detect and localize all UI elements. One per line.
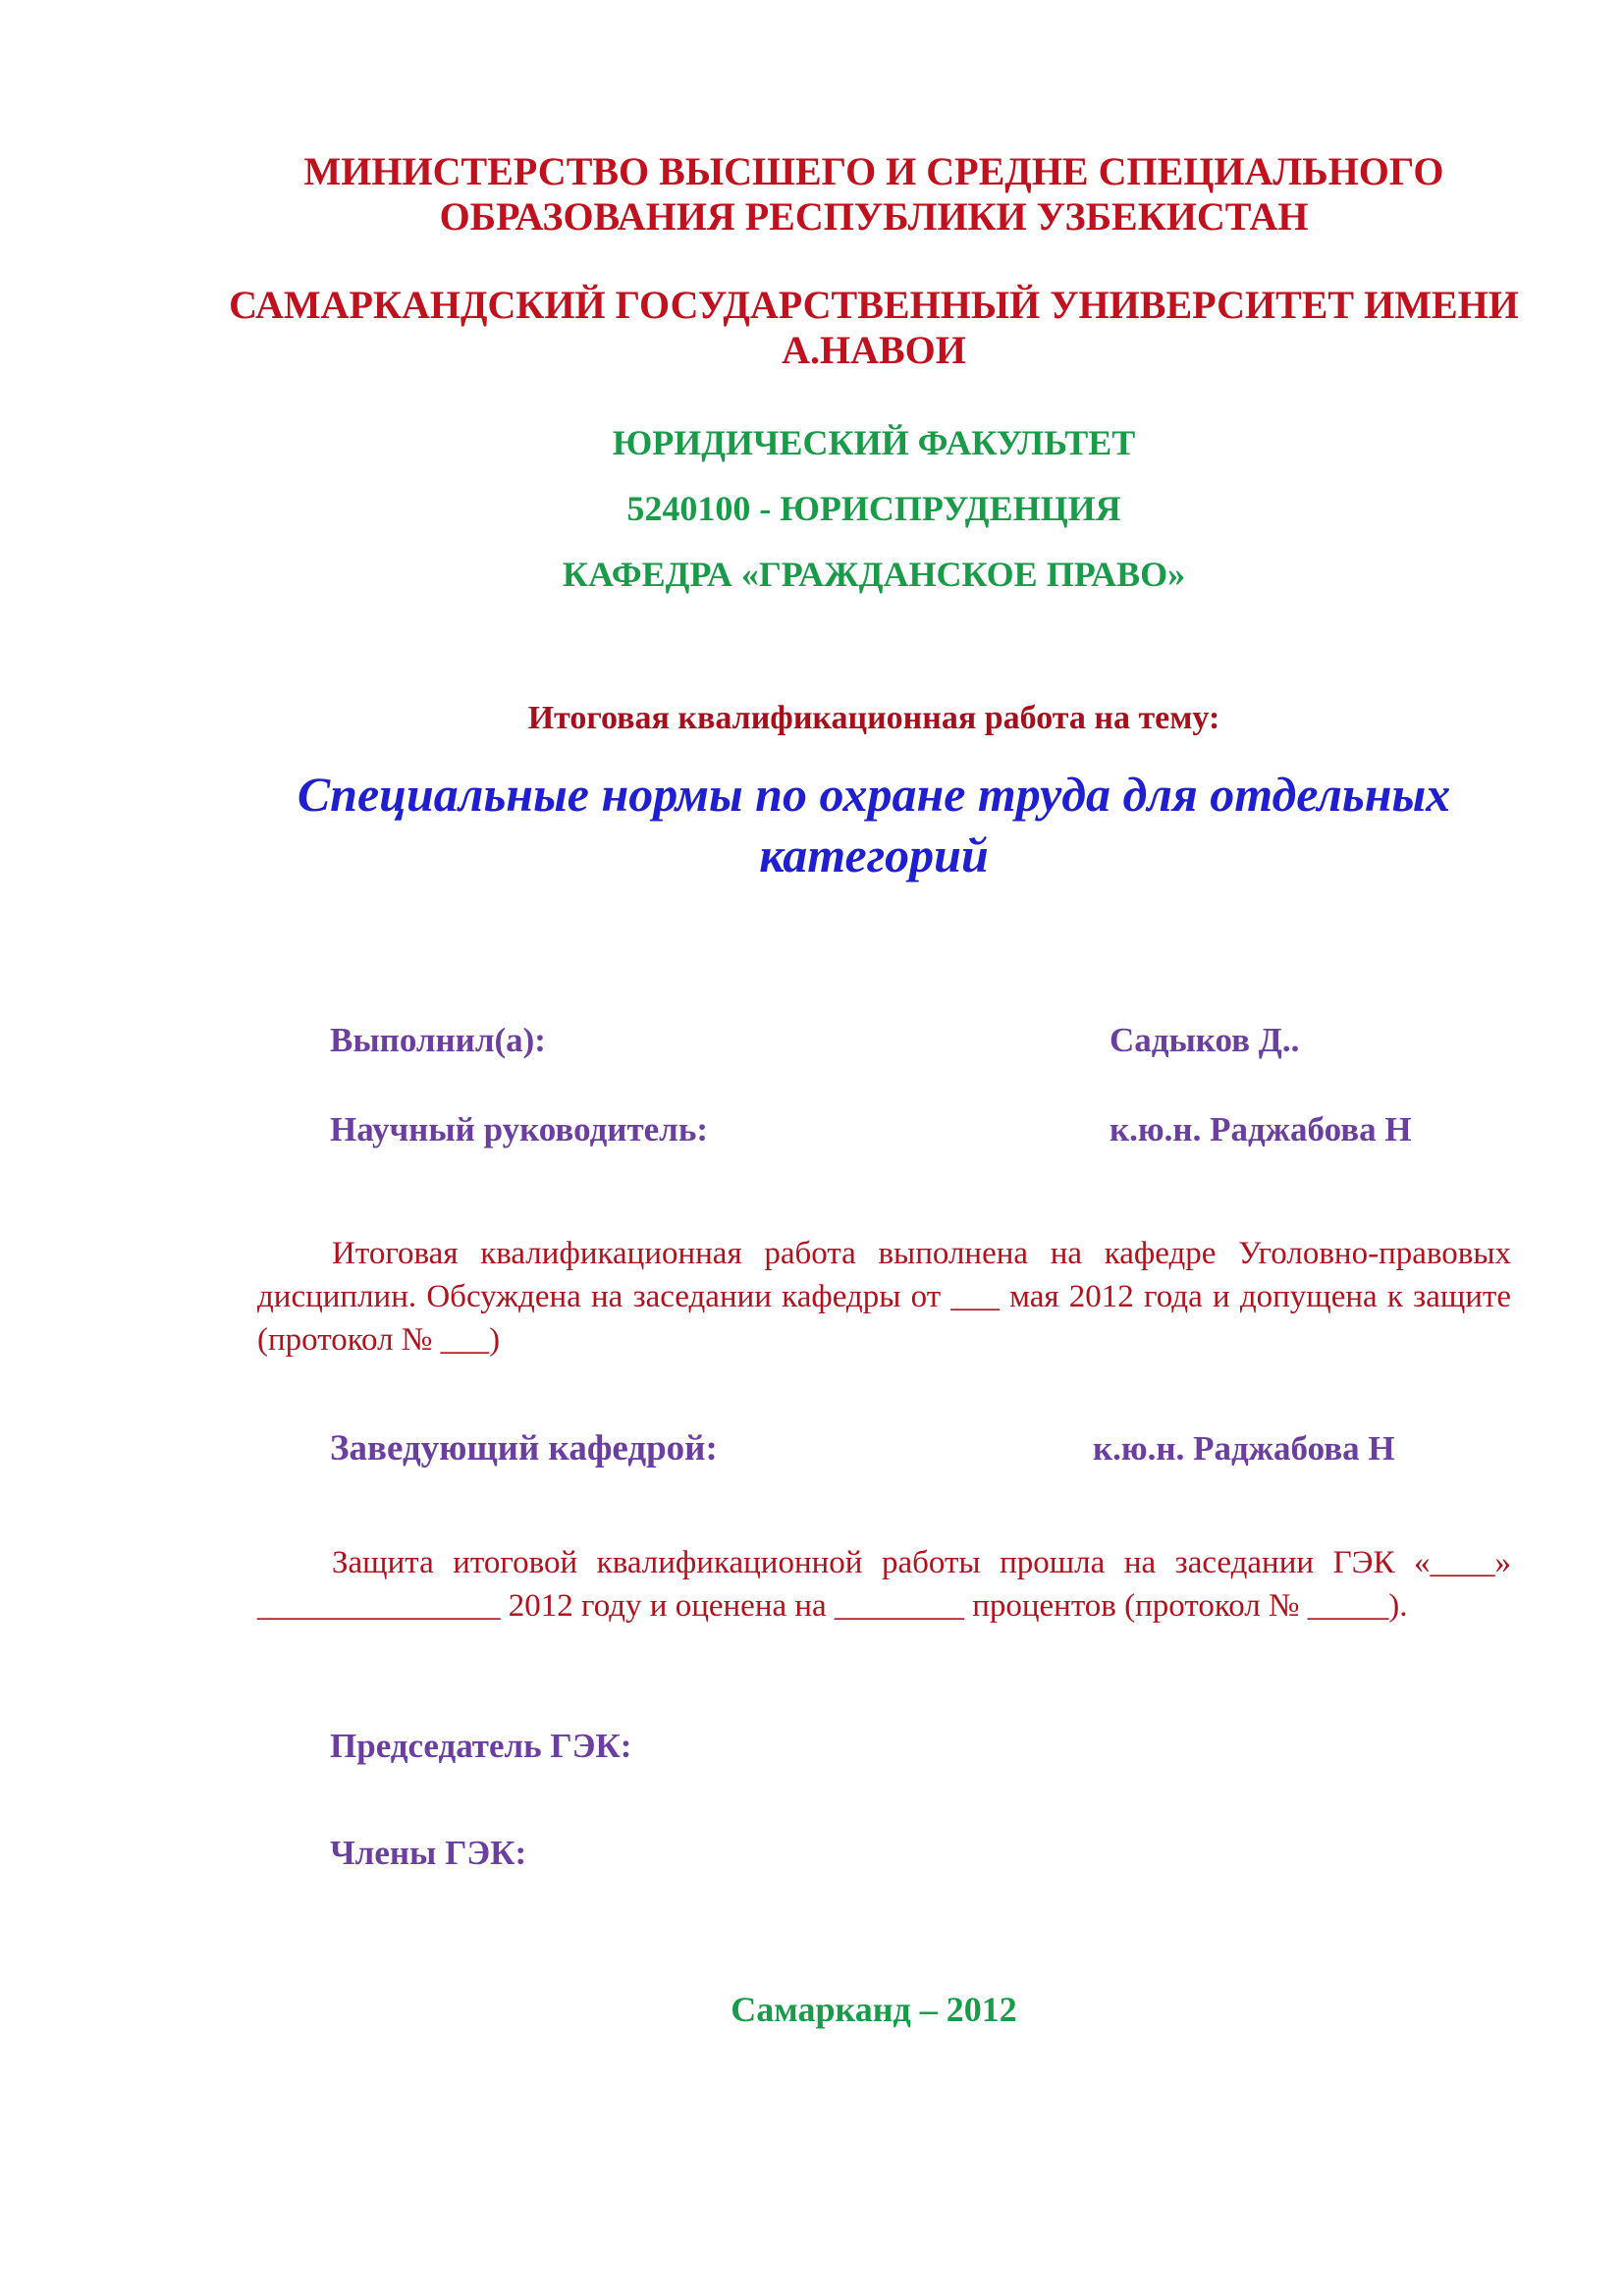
author-label: Выполнил(а): [330, 1021, 546, 1059]
theme-label: Итоговая квалификационная работа на тему: [527, 700, 1220, 736]
university-heading: САМАРКАНДСКИЙ ГОСУДАРСТВЕННЫЙ УНИВЕРСИТЕТ ИМЕНИ А.НАВОИ [229, 283, 1519, 372]
supervisor-name: к.ю.н. Раджабова Н [1110, 1110, 1412, 1148]
head-of-department-name: к.ю.н. Раджабова Н [1093, 1429, 1395, 1468]
department-heading: КАФЕДРА «ГРАЖДАНСКОЕ ПРАВО» [562, 555, 1186, 594]
head-of-department-label: Заведующий кафедрой: [330, 1428, 718, 1468]
thesis-topic: Специальные нормы по охране труда для отдельных категорий [297, 767, 1451, 882]
city-year: Самарканд – 2012 [731, 1990, 1017, 2029]
defense-paragraph: Защита итоговой квалификационной работы прошла на заседании ГЭК «____» _______________ 2012 году и оценена на ________ процентов (протокол № _____). [257, 1545, 1511, 1624]
supervisor-label: Научный руководитель: [330, 1110, 708, 1148]
commission-members-label: Члены ГЭК: [330, 1834, 527, 1872]
commission-chairman-label: Председатель ГЭК: [330, 1727, 632, 1765]
completion-paragraph: Итоговая квалификационная работа выполнена на кафедре Уголовно-правовых дисциплин. Обсуждена на заседании кафедры от ___ мая 2012 года и допущена к защите (протокол № ___) [257, 1236, 1511, 1358]
author-name: Садыков Д.. [1110, 1021, 1300, 1059]
specialty-heading: 5240100 - ЮРИСПРУДЕНЦИЯ [626, 489, 1121, 528]
ministry-heading: МИНИСТЕРСТВО ВЫСШЕГО И СРЕДНЕ СПЕЦИАЛЬНОГО ОБРАЗОВАНИЯ РЕСПУБЛИКИ УЗБЕКИСТАН [303, 149, 1444, 239]
faculty-heading: ЮРИДИЧЕСКИЙ ФАКУЛЬТЕТ [612, 423, 1136, 462]
